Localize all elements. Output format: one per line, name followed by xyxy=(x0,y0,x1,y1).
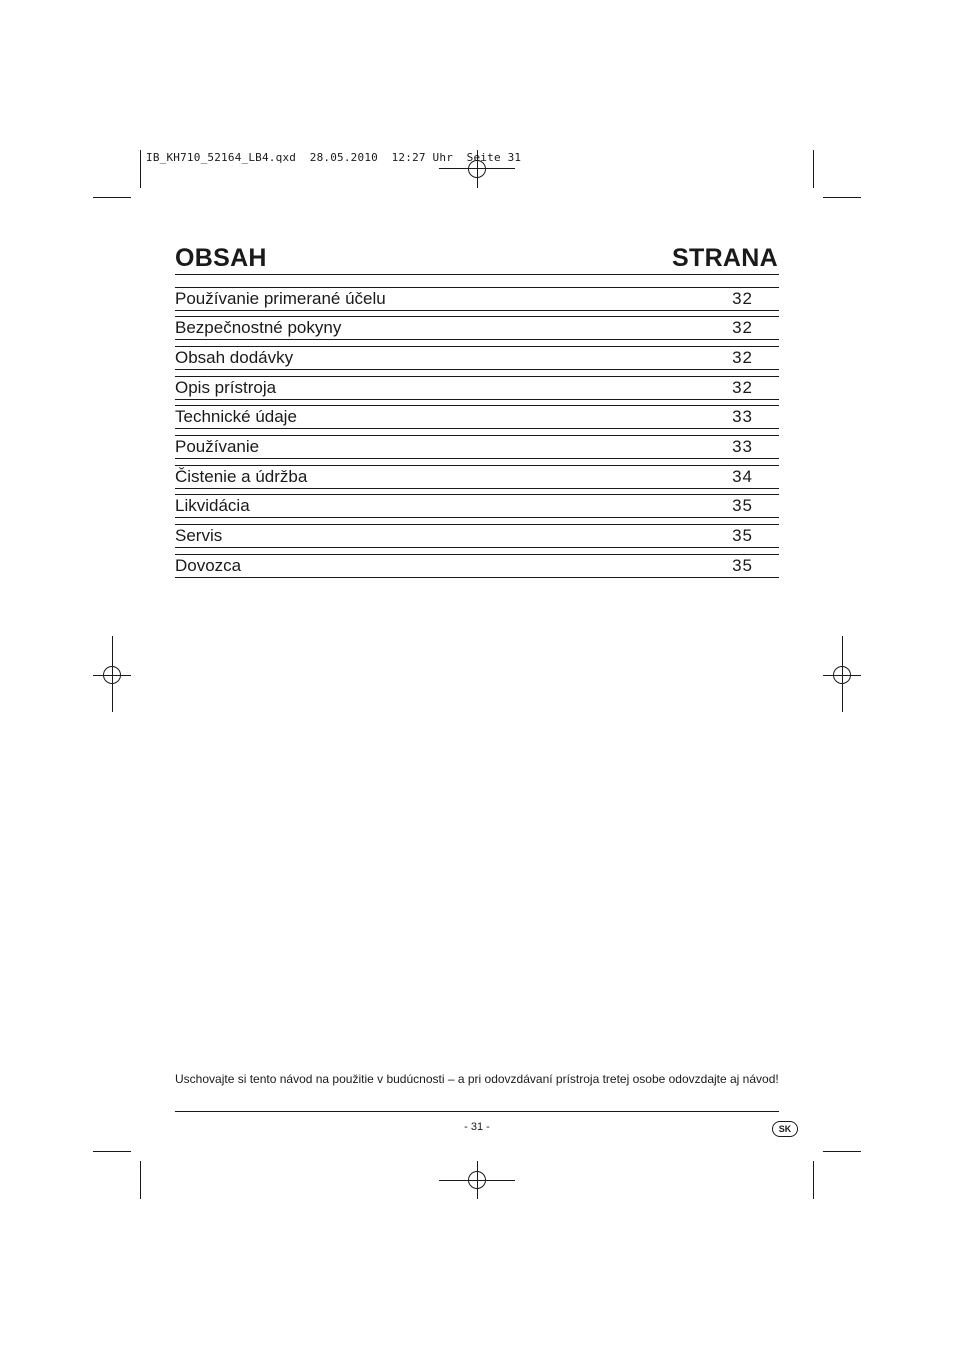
toc-item[interactable] xyxy=(175,287,779,317)
toc-item-label: Servis xyxy=(175,526,223,545)
page-number: - 31 - xyxy=(464,1121,490,1133)
print-slug: IB_KH710_52164_LB4.qxd 28.05.2010 12:27 Uhr Seite 31 xyxy=(146,151,522,164)
toc-item-page: 33 xyxy=(732,437,753,456)
toc-item[interactable] xyxy=(175,554,779,584)
toc-item-label: Likvidácia xyxy=(175,496,250,515)
footer-rule xyxy=(175,1111,779,1112)
title-rule xyxy=(175,274,779,275)
toc-item-page: 32 xyxy=(732,378,753,397)
toc-item[interactable] xyxy=(175,316,779,346)
toc-item-page: 35 xyxy=(732,556,753,575)
toc-item-label: Používanie primerané účelu xyxy=(175,289,386,308)
toc-item[interactable] xyxy=(175,465,779,495)
toc-item-page: 34 xyxy=(732,467,753,486)
toc-item-page: 35 xyxy=(732,496,753,515)
toc-item-label: Technické údaje xyxy=(175,407,297,426)
toc-item-label: Opis prístroja xyxy=(175,378,277,397)
toc-item[interactable] xyxy=(175,494,779,524)
toc-item-page: 32 xyxy=(732,318,753,337)
storage-note: Uschovajte si tento návod na použitie v budúcnosti – a pri odovzdávaní prístroja tretej osobe odovzdajte aj návod! xyxy=(175,1072,779,1086)
toc-item-label: Obsah dodávky xyxy=(175,348,294,367)
toc-item-label: Dovozca xyxy=(175,556,242,575)
toc-item[interactable] xyxy=(175,376,779,406)
toc-item-page: 32 xyxy=(732,348,753,367)
toc-item-label: Čistenie a údržba xyxy=(175,467,308,486)
toc-item-page: 32 xyxy=(732,289,753,308)
page-column-title: STRANA xyxy=(672,244,778,272)
toc-item[interactable] xyxy=(175,346,779,376)
toc-item-page: 35 xyxy=(732,526,753,545)
toc-item-page: 33 xyxy=(732,407,753,426)
toc-title: OBSAH xyxy=(175,244,267,272)
toc-item-label: Používanie xyxy=(175,437,260,456)
language-badge: SK xyxy=(772,1121,798,1137)
toc-item[interactable] xyxy=(175,435,779,465)
toc-item[interactable] xyxy=(175,405,779,435)
toc-item-label: Bezpečnostné pokyny xyxy=(175,318,342,337)
toc-item[interactable] xyxy=(175,524,779,554)
